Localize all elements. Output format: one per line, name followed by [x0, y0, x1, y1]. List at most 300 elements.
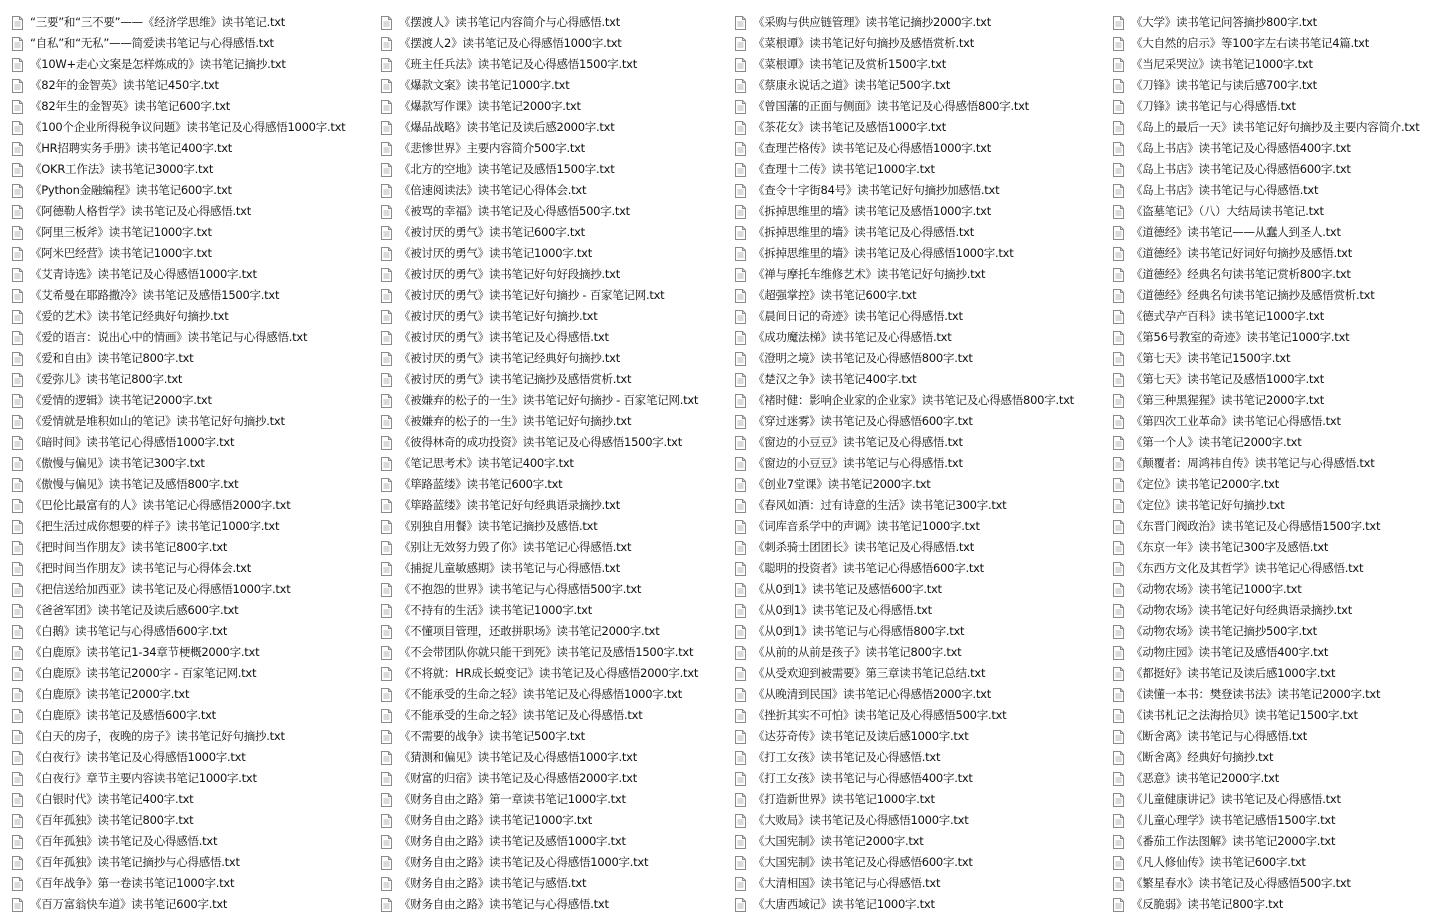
file-name: 《东晋门阀政治》读书笔记及心得感悟1500字.txt: [1131, 519, 1381, 533]
file-item[interactable]: [381, 642, 743, 663]
text-file-icon: [12, 646, 23, 660]
text-file-icon: [12, 58, 23, 72]
file-item[interactable]: [381, 831, 743, 852]
file-item[interactable]: [1113, 474, 1449, 495]
text-file-icon: [381, 352, 392, 366]
file-item[interactable]: [1113, 348, 1449, 369]
text-file-icon: [381, 373, 392, 387]
text-file-icon: [1113, 646, 1124, 660]
text-file-icon: [381, 37, 392, 51]
file-item[interactable]: [12, 12, 374, 33]
file-item[interactable]: [1113, 411, 1449, 432]
file-name: 《岛上书店》读书笔记及心得感悟400字.txt: [1131, 141, 1351, 155]
text-file-icon: [381, 226, 392, 240]
file-item[interactable]: [381, 453, 743, 474]
text-file-icon: [381, 58, 392, 72]
text-file-icon: [12, 79, 23, 93]
file-item[interactable]: [381, 516, 743, 537]
file-item[interactable]: [1113, 579, 1449, 600]
text-file-icon: [381, 310, 392, 324]
file-name: 《爱情就是堆积如山的笔记》读书笔记好句摘抄.txt: [30, 414, 285, 428]
file-item[interactable]: [12, 558, 374, 579]
file-item[interactable]: [12, 705, 374, 726]
file-item[interactable]: [1113, 516, 1449, 537]
file-item[interactable]: [12, 747, 374, 768]
file-name: 《财务自由之路》读书笔记与感悟.txt: [399, 876, 587, 890]
text-file-icon: [381, 415, 392, 429]
file-item[interactable]: [1113, 243, 1449, 264]
file-item[interactable]: [381, 537, 743, 558]
file-item[interactable]: [1113, 96, 1449, 117]
file-name: 《百年孤独》读书笔记及心得感悟.txt: [30, 834, 218, 848]
file-name: 《百万富翁快车道》读书笔记600字.txt: [30, 897, 228, 911]
file-item[interactable]: [381, 264, 743, 285]
file-item[interactable]: [12, 264, 374, 285]
file-item[interactable]: [1113, 810, 1449, 831]
file-item[interactable]: [381, 789, 743, 810]
file-item[interactable]: [735, 621, 1097, 642]
text-file-icon: [381, 814, 392, 828]
text-file-icon: [381, 79, 392, 93]
file-name: 《番茄工作法图解》读书笔记2000字.txt: [1131, 834, 1336, 848]
text-file-icon: [12, 100, 23, 114]
file-item[interactable]: [1113, 180, 1449, 201]
file-name: 《定位》读书笔记2000字.txt: [1131, 477, 1279, 491]
file-item[interactable]: [12, 243, 374, 264]
file-item[interactable]: [12, 894, 374, 915]
file-item[interactable]: [12, 54, 374, 75]
file-item[interactable]: [381, 558, 743, 579]
file-item[interactable]: [381, 684, 743, 705]
file-item[interactable]: [381, 894, 743, 915]
file-name: 《被讨厌的勇气》读书笔记600字.txt: [399, 225, 585, 239]
file-item[interactable]: [735, 243, 1097, 264]
file-item[interactable]: [735, 663, 1097, 684]
file-item[interactable]: [12, 453, 374, 474]
file-name: 《从前的从前是孩子》读书笔记800字.txt: [753, 645, 962, 659]
file-name: 《盗墓笔记》（八）大结局读书笔记.txt: [1131, 204, 1324, 218]
file-item[interactable]: [381, 138, 743, 159]
file-item[interactable]: [735, 726, 1097, 747]
text-file-icon: [381, 163, 392, 177]
file-item[interactable]: [735, 894, 1097, 915]
file-name: 《从0到1》读书笔记与心得感悟800字.txt: [753, 624, 965, 638]
file-item[interactable]: [1113, 600, 1449, 621]
text-file-icon: [1113, 163, 1124, 177]
file-name: 《把时间当作朋友》读书笔记800字.txt: [30, 540, 228, 554]
file-name: 《被嫌弃的松子的一生》读书笔记好句摘抄 - 百家笔记网.txt: [399, 393, 699, 407]
text-file-icon: [1113, 856, 1124, 870]
text-file-icon: [735, 205, 746, 219]
file-item[interactable]: [12, 873, 374, 894]
file-name: 《拆掉思维里的墙》读书笔记及感悟1000字.txt: [753, 204, 991, 218]
text-file-icon: [735, 520, 746, 534]
file-name: 《动物庄园》读书笔记及感悟400字.txt: [1131, 645, 1329, 659]
text-file-icon: [12, 373, 23, 387]
file-name: 《凡人修仙传》读书笔记600字.txt: [1131, 855, 1306, 869]
file-item[interactable]: [381, 747, 743, 768]
file-item[interactable]: [12, 306, 374, 327]
file-item[interactable]: [735, 537, 1097, 558]
file-item[interactable]: [735, 600, 1097, 621]
file-item[interactable]: [1113, 747, 1449, 768]
file-item[interactable]: [1113, 117, 1449, 138]
file-item[interactable]: [735, 222, 1097, 243]
file-item[interactable]: [12, 600, 374, 621]
file-name: 《不懂项目管理，还敢拼职场》读书笔记2000字.txt: [399, 624, 660, 638]
file-item[interactable]: [735, 201, 1097, 222]
file-item[interactable]: [12, 201, 374, 222]
file-item[interactable]: [12, 852, 374, 873]
file-item[interactable]: [735, 474, 1097, 495]
text-file-icon: [381, 688, 392, 702]
file-name: 《菜根谭》读书笔记及赏析1500字.txt: [753, 57, 946, 71]
file-item[interactable]: [12, 810, 374, 831]
file-item[interactable]: [381, 159, 743, 180]
file-item[interactable]: [381, 768, 743, 789]
file-name: 《第七天》读书笔记1500字.txt: [1131, 351, 1291, 365]
file-item[interactable]: [381, 180, 743, 201]
file-item[interactable]: [12, 474, 374, 495]
file-item[interactable]: [1113, 201, 1449, 222]
file-item[interactable]: [1113, 642, 1449, 663]
text-file-icon: [1113, 331, 1124, 345]
file-item[interactable]: [735, 873, 1097, 894]
file-item[interactable]: [12, 285, 374, 306]
file-item[interactable]: [735, 390, 1097, 411]
file-item[interactable]: [381, 873, 743, 894]
file-item[interactable]: [1113, 768, 1449, 789]
file-item[interactable]: [1113, 327, 1449, 348]
file-item[interactable]: [1113, 558, 1449, 579]
file-item[interactable]: [1113, 873, 1449, 894]
file-item[interactable]: [12, 138, 374, 159]
file-item[interactable]: [735, 33, 1097, 54]
file-item[interactable]: [381, 75, 743, 96]
file-item[interactable]: [12, 33, 374, 54]
file-item[interactable]: [12, 789, 374, 810]
file-item[interactable]: [735, 54, 1097, 75]
text-file-icon: [1113, 604, 1124, 618]
text-file-icon: [1113, 58, 1124, 72]
file-name: 《澄明之境》读书笔记及心得感悟800字.txt: [753, 351, 973, 365]
file-item[interactable]: [381, 663, 743, 684]
file-name: 《道德经》经典名句读书笔记赏析800字.txt: [1131, 267, 1351, 281]
file-item[interactable]: [381, 327, 743, 348]
file-name: 《成功魔法梯》读书笔记及心得感悟.txt: [753, 330, 952, 344]
file-item[interactable]: [12, 579, 374, 600]
file-item[interactable]: [1113, 663, 1449, 684]
file-item[interactable]: [381, 726, 743, 747]
file-name: 《穿过迷雾》读书笔记及心得感悟600字.txt: [753, 414, 973, 428]
text-file-icon: [12, 163, 23, 177]
file-name: 《茶花女》读书笔记及感悟1000字.txt: [753, 120, 946, 134]
file-item[interactable]: [12, 831, 374, 852]
file-name: 《词库音系学中的声调》读书笔记1000字.txt: [753, 519, 980, 533]
file-name: 《被讨厌的勇气》读书笔记好句摘抄 - 百家笔记网.txt: [399, 288, 665, 302]
file-item[interactable]: [735, 138, 1097, 159]
text-file-icon: [735, 604, 746, 618]
file-item[interactable]: [1113, 453, 1449, 474]
file-item[interactable]: [735, 684, 1097, 705]
file-name: 《动物农场》读书笔记摘抄500字.txt: [1131, 624, 1317, 638]
file-item[interactable]: [1113, 432, 1449, 453]
text-file-icon: [735, 310, 746, 324]
text-file-icon: [735, 415, 746, 429]
file-name: 《悲惨世界》主要内容简介500字.txt: [399, 141, 585, 155]
file-item[interactable]: [1113, 75, 1449, 96]
file-item[interactable]: [381, 117, 743, 138]
file-item[interactable]: [1113, 789, 1449, 810]
file-item[interactable]: [381, 579, 743, 600]
file-name: 《创业7堂课》读书笔记2000字.txt: [753, 477, 931, 491]
file-item[interactable]: [735, 285, 1097, 306]
file-item[interactable]: [381, 348, 743, 369]
file-item[interactable]: [12, 117, 374, 138]
file-item[interactable]: [1113, 306, 1449, 327]
text-file-icon: [735, 373, 746, 387]
file-item[interactable]: [12, 537, 374, 558]
file-name: 《岛上的最后一天》读书笔记好句摘抄及主要内容简介.txt: [1131, 120, 1420, 134]
file-name: 《把信送给加西亚》读书笔记及心得感悟1000字.txt: [30, 582, 291, 596]
file-item[interactable]: [735, 432, 1097, 453]
file-item[interactable]: [12, 159, 374, 180]
file-item[interactable]: [12, 432, 374, 453]
file-item[interactable]: [381, 621, 743, 642]
file-item[interactable]: [381, 390, 743, 411]
file-name: 《爱的语言：说出心中的情画》读书笔记与心得感悟.txt: [30, 330, 308, 344]
file-item[interactable]: [12, 75, 374, 96]
file-item[interactable]: [1113, 726, 1449, 747]
text-file-icon: [1113, 268, 1124, 282]
file-name: 《恶意》读书笔记2000字.txt: [1131, 771, 1279, 785]
file-item[interactable]: [735, 852, 1097, 873]
file-item[interactable]: [1113, 138, 1449, 159]
file-item[interactable]: [381, 852, 743, 873]
text-file-icon: [12, 814, 23, 828]
file-item[interactable]: [735, 810, 1097, 831]
file-item[interactable]: [735, 348, 1097, 369]
file-name: 《窗边的小豆豆》读书笔记与心得感悟.txt: [753, 456, 963, 470]
file-item[interactable]: [381, 600, 743, 621]
text-file-icon: [735, 436, 746, 450]
file-item[interactable]: [381, 432, 743, 453]
text-file-icon: [735, 898, 746, 912]
file-name: 《财富的归宿》读书笔记及心得感悟2000字.txt: [399, 771, 637, 785]
file-item[interactable]: [735, 495, 1097, 516]
file-item[interactable]: [1113, 831, 1449, 852]
file-item[interactable]: [735, 159, 1097, 180]
file-name: 《白银时代》读书笔记400字.txt: [30, 792, 194, 806]
file-item[interactable]: [12, 516, 374, 537]
text-file-icon: [12, 205, 23, 219]
file-item[interactable]: [12, 369, 374, 390]
file-name: 《阿德勒人格哲学》读书笔记及心得感悟.txt: [30, 204, 251, 218]
file-item[interactable]: [735, 831, 1097, 852]
file-name: 《别独自用餐》读书笔记摘抄及感悟.txt: [399, 519, 598, 533]
text-file-icon: [1113, 457, 1124, 471]
text-file-icon: [735, 58, 746, 72]
file-name: 《儿童健康讲记》读书笔记及心得感悟.txt: [1131, 792, 1341, 806]
text-file-icon: [381, 856, 392, 870]
file-name: 《财务自由之路》读书笔记1000字.txt: [399, 813, 592, 827]
file-name: 《晨间日记的奇迹》读书笔记心得感悟.txt: [753, 309, 963, 323]
file-name: 《儿童心理学》读书笔记感悟1500字.txt: [1131, 813, 1336, 827]
file-item[interactable]: [1113, 894, 1449, 915]
file-item[interactable]: [12, 642, 374, 663]
file-item[interactable]: [1113, 537, 1449, 558]
file-item[interactable]: [1113, 12, 1449, 33]
file-item[interactable]: [12, 390, 374, 411]
text-file-icon: [381, 394, 392, 408]
file-item[interactable]: [381, 96, 743, 117]
file-item[interactable]: [1113, 495, 1449, 516]
text-file-icon: [1113, 226, 1124, 240]
file-item[interactable]: [12, 348, 374, 369]
file-name: 《不需要的战争》读书笔记500字.txt: [399, 729, 585, 743]
text-file-icon: [12, 583, 23, 597]
file-item[interactable]: [381, 495, 743, 516]
text-file-icon: [735, 835, 746, 849]
file-item[interactable]: [735, 180, 1097, 201]
file-name: “自私”和“无私”——简爱读书笔记与心得感悟.txt: [30, 36, 274, 50]
file-item[interactable]: [381, 474, 743, 495]
file-name: 《倍速阅读法》读书笔记心得体会.txt: [399, 183, 587, 197]
file-item[interactable]: [381, 33, 743, 54]
file-item[interactable]: [1113, 33, 1449, 54]
file-item[interactable]: [735, 264, 1097, 285]
text-file-icon: [381, 709, 392, 723]
file-item[interactable]: [1113, 285, 1449, 306]
file-item[interactable]: [735, 705, 1097, 726]
file-name: 《摆渡人》读书笔记内容简介与心得感悟.txt: [399, 15, 620, 29]
file-item[interactable]: [1113, 705, 1449, 726]
file-item[interactable]: [1113, 264, 1449, 285]
file-item[interactable]: [12, 663, 374, 684]
file-name: 《被讨厌的勇气》读书笔记及心得感悟.txt: [399, 330, 609, 344]
text-file-icon: [735, 163, 746, 177]
file-item[interactable]: [1113, 684, 1449, 705]
file-name: 《爆款文案》读书笔记1000字.txt: [399, 78, 570, 92]
file-name: 《读书札记之法海拾贝》读书笔记1500字.txt: [1131, 708, 1358, 722]
text-file-icon: [1113, 478, 1124, 492]
text-file-icon: [735, 289, 746, 303]
file-item[interactable]: [12, 411, 374, 432]
file-name: 《断舍离》读书笔记与心得感悟.txt: [1131, 729, 1307, 743]
text-file-icon: [1113, 499, 1124, 513]
file-item[interactable]: [381, 810, 743, 831]
file-item[interactable]: [12, 684, 374, 705]
file-name: 《道德经》读书笔记好词好句摘抄及感悟.txt: [1131, 246, 1352, 260]
text-file-icon: [381, 667, 392, 681]
file-item[interactable]: [735, 768, 1097, 789]
file-item[interactable]: [12, 96, 374, 117]
text-file-icon: [735, 646, 746, 660]
file-item[interactable]: [735, 75, 1097, 96]
file-item[interactable]: [1113, 54, 1449, 75]
file-name: 《大败局》读书笔记及心得感悟1000字.txt: [753, 813, 969, 827]
file-item[interactable]: [12, 222, 374, 243]
file-item[interactable]: [1113, 390, 1449, 411]
file-item[interactable]: [1113, 621, 1449, 642]
file-item[interactable]: [735, 117, 1097, 138]
text-file-icon: [12, 289, 23, 303]
file-item[interactable]: [381, 12, 743, 33]
file-name: 《筚路蓝缕》读书笔记600字.txt: [399, 477, 563, 491]
file-name: 《笔记思考术》读书笔记400字.txt: [399, 456, 574, 470]
file-item[interactable]: [381, 222, 743, 243]
text-file-icon: [1113, 436, 1124, 450]
file-name: 《道德经》读书笔记——从蠢人到圣人.txt: [1131, 225, 1341, 239]
file-item[interactable]: [12, 726, 374, 747]
file-item[interactable]: [381, 306, 743, 327]
file-item[interactable]: [735, 642, 1097, 663]
file-item[interactable]: [735, 12, 1097, 33]
file-item[interactable]: [12, 180, 374, 201]
file-item[interactable]: [735, 411, 1097, 432]
text-file-icon: [1113, 310, 1124, 324]
text-file-icon: [12, 520, 23, 534]
file-item[interactable]: [381, 411, 743, 432]
text-file-icon: [1113, 667, 1124, 681]
file-item[interactable]: [735, 369, 1097, 390]
text-file-icon: [735, 730, 746, 744]
file-item[interactable]: [381, 369, 743, 390]
text-file-icon: [381, 730, 392, 744]
file-item[interactable]: [381, 285, 743, 306]
file-name: 《春风如酒：过有诗意的生活》读书笔记300字.txt: [753, 498, 1007, 512]
file-name: 《查令十字街84号》读书笔记好句摘抄加感悟.txt: [753, 183, 1000, 197]
file-name: 《菜根谭》读书笔记好句摘抄及感悟赏析.txt: [753, 36, 974, 50]
file-item[interactable]: [735, 96, 1097, 117]
file-item[interactable]: [735, 789, 1097, 810]
file-item[interactable]: [1113, 852, 1449, 873]
file-item[interactable]: [1113, 159, 1449, 180]
file-item[interactable]: [735, 327, 1097, 348]
text-file-icon: [381, 331, 392, 345]
file-item[interactable]: [735, 453, 1097, 474]
file-item[interactable]: [381, 201, 743, 222]
file-item[interactable]: [735, 306, 1097, 327]
text-file-icon: [12, 331, 23, 345]
file-item[interactable]: [381, 243, 743, 264]
file-item[interactable]: [12, 495, 374, 516]
text-file-icon: [1113, 184, 1124, 198]
text-file-icon: [735, 268, 746, 282]
file-item[interactable]: [381, 54, 743, 75]
file-item[interactable]: [735, 558, 1097, 579]
file-name: 《不抱怨的世界》读书笔记与心得感悟500字.txt: [399, 582, 642, 596]
file-item[interactable]: [735, 516, 1097, 537]
text-file-icon: [12, 835, 23, 849]
file-item[interactable]: [1113, 222, 1449, 243]
file-name: 《岛上书店》读书笔记与心得感悟.txt: [1131, 183, 1319, 197]
text-file-icon: [381, 877, 392, 891]
file-name: 《从晚清到民国》读书笔记心得感悟2000字.txt: [753, 687, 991, 701]
file-item[interactable]: [735, 579, 1097, 600]
file-item[interactable]: [1113, 369, 1449, 390]
file-item[interactable]: [381, 705, 743, 726]
file-item[interactable]: [12, 621, 374, 642]
text-file-icon: [12, 730, 23, 744]
file-item[interactable]: [12, 768, 374, 789]
file-item[interactable]: [12, 327, 374, 348]
file-item[interactable]: [735, 747, 1097, 768]
file-name: 《都挺好》读书笔记及读后感1000字.txt: [1131, 666, 1336, 680]
text-file-icon: [12, 625, 23, 639]
file-name: 《爆品战略》读书笔记及读后感2000字.txt: [399, 120, 615, 134]
file-name: 《白鹿原》读书笔记及感悟600字.txt: [30, 708, 216, 722]
